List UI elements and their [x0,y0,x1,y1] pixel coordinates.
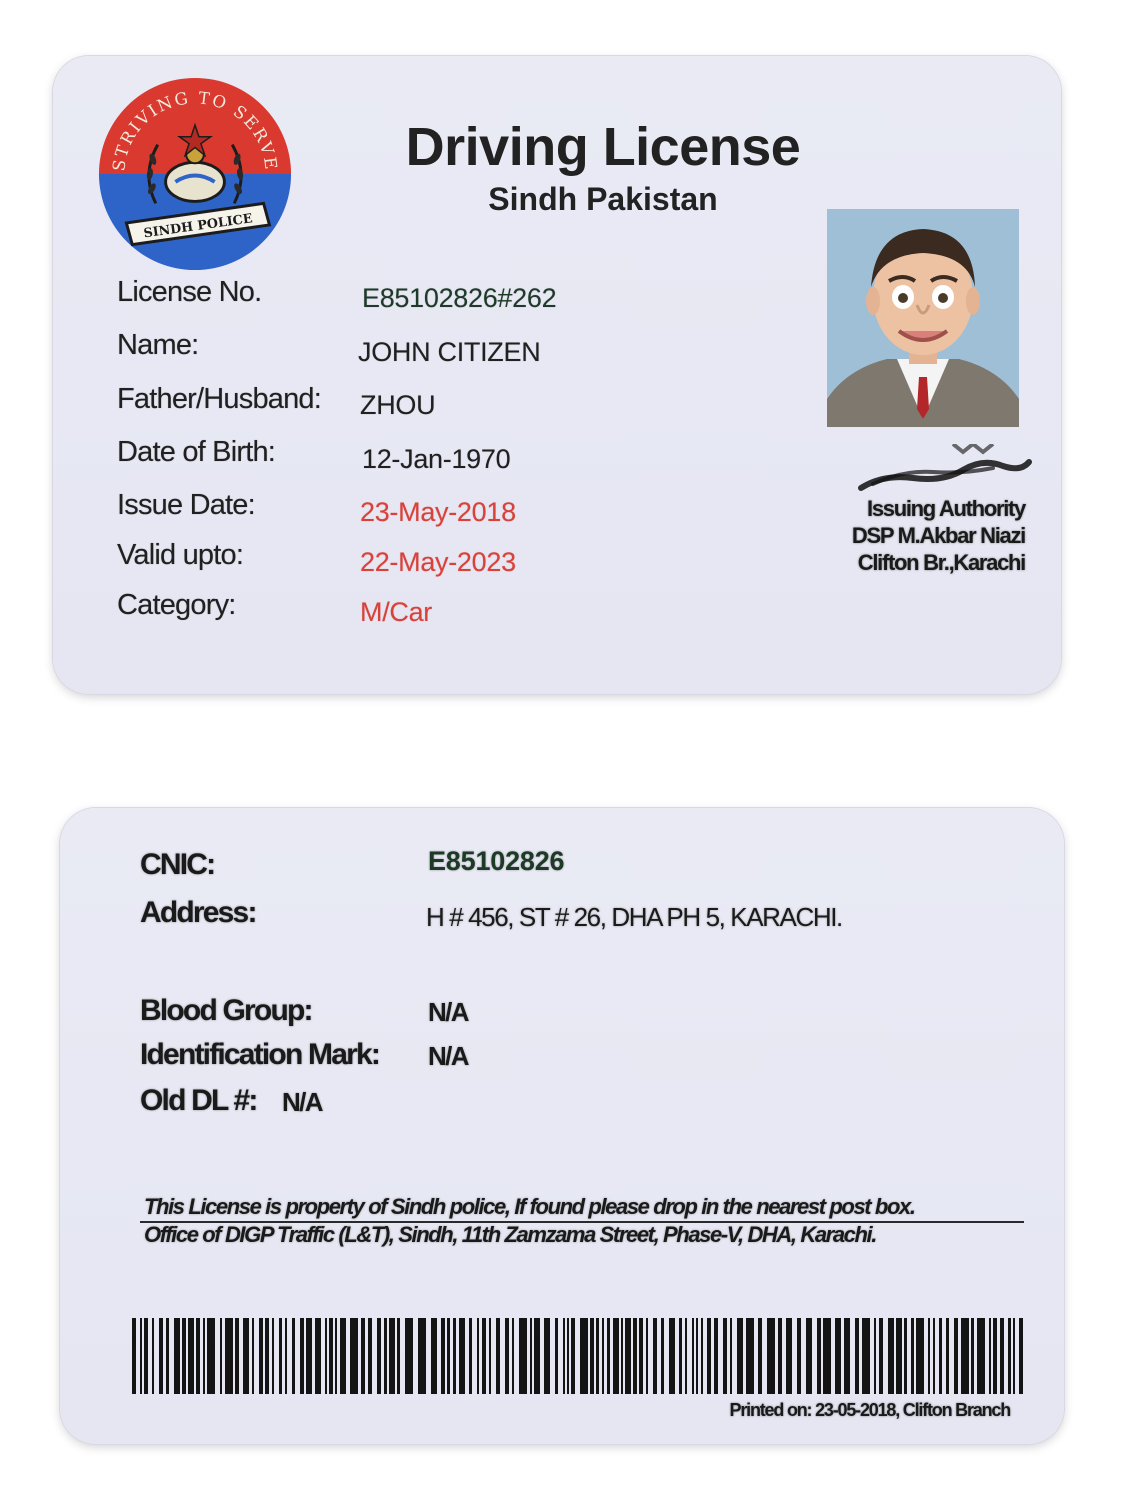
barcode-bar [817,1318,821,1394]
issuing-authority-name: DSP M.Akbar Niazi [851,523,1025,548]
cnic-value: E85102826 [428,846,565,876]
barcode-bar [459,1318,465,1394]
card-subtitle: Sindh Pakistan [488,181,718,217]
barcode-bar [1000,1318,1004,1394]
barcode-bar [292,1318,295,1394]
barcode-bar [602,1318,604,1394]
barcode-bar [505,1318,509,1394]
barcode-bar [723,1318,727,1394]
barcode-bar [737,1318,743,1394]
barcode-bar [243,1318,249,1394]
barcode-bar [707,1318,711,1394]
name-value: JOHN CITIZEN [358,337,541,367]
license-no-label: License No. [117,276,262,308]
barcode-bar [325,1318,327,1394]
barcode-bar [377,1318,381,1394]
license-back-card [60,808,1064,1444]
barcode-bar [916,1318,924,1394]
barcode-bar [633,1318,637,1394]
barcode-bar [946,1318,949,1394]
barcode-bar [1019,1318,1023,1394]
barcode-bar [453,1318,456,1394]
barcode-bar [596,1318,599,1394]
barcode-bar [571,1318,575,1394]
sindh-police-emblem [97,76,293,272]
barcode-bar [844,1318,850,1394]
barcode-bar [203,1318,205,1394]
address-value: H # 456, ST # 26, DHA PH 5, KARACHI. [426,902,842,932]
valid-upto-value: 22-May-2023 [360,547,516,577]
barcode-bar [384,1318,387,1394]
barcode-bar [469,1318,472,1394]
barcode-bar [1008,1318,1011,1394]
barcode-bar [855,1318,859,1394]
barcode-bar [252,1318,254,1394]
father-husband-value: ZHOU [360,390,436,420]
barcode-bar [971,1318,974,1394]
barcode-bar [928,1318,930,1394]
barcode-bar [977,1318,985,1394]
barcode-bar [174,1318,180,1394]
emblem-banner-text: SINDH POLICE [142,211,254,242]
category-label: Category: [117,589,236,621]
barcode-bar [166,1318,169,1394]
barcode-bar [874,1318,876,1394]
barcode-bar [646,1318,648,1394]
barcode-bar [806,1318,812,1394]
barcode-bar [405,1318,413,1394]
signature [853,444,1033,496]
barcode-bar [315,1318,321,1394]
barcode-bar [132,1318,136,1394]
barcode-bar [207,1318,215,1394]
barcode-bar [911,1318,914,1394]
barcode-bar [685,1318,687,1394]
barcode-bar [482,1318,486,1394]
license-no-value: E85102826#262 [362,283,557,313]
holder-photo [827,209,1019,427]
barcode-bar [441,1318,445,1394]
barcode-bar [933,1318,935,1394]
barcode-bar [786,1318,792,1394]
barcode-bar [778,1318,782,1394]
barcode-bar [653,1318,657,1394]
issuing-authority-branch: Clifton Br.,Karachi [857,550,1025,575]
barcode-bar [888,1318,894,1394]
barcode-bar [144,1318,148,1394]
emblem-ring-text: STRIVING TO SERVE [109,88,281,173]
barcode-bar [862,1318,870,1394]
barcode-bar [431,1318,437,1394]
barcode-bar [329,1318,333,1394]
barcode-bar [567,1318,569,1394]
barcode-bar [340,1318,346,1394]
barcode-bar [477,1318,479,1394]
barcode-bar [939,1318,942,1394]
barcode-bar [300,1318,304,1394]
barcode-bar [350,1318,358,1394]
barcode [132,1318,1028,1394]
barcode-bar [489,1318,491,1394]
barcode-bar [361,1318,365,1394]
barcode-bar [625,1318,631,1394]
identification-mark-label: Identification Mark: [140,1038,380,1071]
barcode-bar [954,1318,958,1394]
barcode-bar [152,1318,154,1394]
barcode-bar [730,1318,732,1394]
barcode-bar [220,1318,222,1394]
barcode-bar [519,1318,527,1394]
barcode-bar [279,1318,282,1394]
barcode-bar [879,1318,883,1394]
barcode-bar [767,1318,775,1394]
barcode-bar [235,1318,239,1394]
barcode-bar [555,1318,558,1394]
barcode-bar [512,1318,514,1394]
barcode-bar [159,1318,163,1394]
barcode-bar [904,1318,907,1394]
barcode-bar [835,1318,841,1394]
barcode-bar [746,1318,754,1394]
blood-group-value: N/A [428,997,468,1027]
barcode-bar [544,1318,550,1394]
barcode-bar [797,1318,801,1394]
barcode-bar [607,1318,610,1394]
issue-date-value: 23-May-2018 [360,497,516,527]
barcode-bar [530,1318,532,1394]
notice-line-2: Office of DIGP Traffic (L&T), Sindh, 11th Zamzama Street, Phase-V, DHA, Karachi. [144,1222,876,1247]
date-of-birth-label: Date of Birth: [117,436,276,468]
barcode-bar [182,1318,186,1394]
barcode-bar [692,1318,694,1394]
name-label: Name: [117,329,199,361]
barcode-bar [961,1318,969,1394]
barcode-bar [661,1318,664,1394]
barcode-bar [621,1318,623,1394]
barcode-bar [447,1318,450,1394]
barcode-bar [418,1318,426,1394]
category-value: M/Car [360,597,432,627]
barcode-bar [701,1318,703,1394]
barcode-bar [389,1318,395,1394]
issue-date-label: Issue Date: [117,489,255,521]
barcode-bar [679,1318,682,1394]
valid-upto-label: Valid upto: [117,539,244,571]
barcode-bar [590,1318,594,1394]
barcode-bar [259,1318,263,1394]
barcode-bar [989,1318,991,1394]
barcode-bar [669,1318,675,1394]
barcode-bar [225,1318,233,1394]
barcode-bar [272,1318,274,1394]
printed-on-text: Printed on: 23-05-2018, Clifton Branch [729,1400,1010,1420]
cnic-label: CNIC: [140,848,215,881]
old-dl-label: Old DL #: [140,1084,257,1117]
barcode-bar [563,1318,565,1394]
card-title: Driving License [405,117,801,177]
barcode-bar [335,1318,337,1394]
blood-group-label: Blood Group: [140,994,312,1027]
barcode-bar [196,1318,200,1394]
license-front-card [53,56,1061,694]
barcode-bar [896,1318,902,1394]
barcode-bar [368,1318,372,1394]
barcode-bar [993,1318,997,1394]
notice-line-1: This License is property of Sindh police, If found please drop in the nearest post box. [144,1194,915,1219]
identification-mark-value: N/A [428,1041,468,1071]
barcode-bar [758,1318,762,1394]
barcode-bar [1013,1318,1015,1394]
barcode-bar [580,1318,588,1394]
barcode-bar [265,1318,269,1394]
barcode-bar [140,1318,142,1394]
barcode-bar [613,1318,619,1394]
old-dl-value: N/A [282,1087,322,1117]
barcode-bar [397,1318,400,1394]
barcode-bar [188,1318,194,1394]
date-of-birth-value: 12-Jan-1970 [362,444,511,474]
address-label: Address: [140,896,256,929]
barcode-bar [285,1318,287,1394]
barcode-bar [823,1318,831,1394]
barcode-bar [496,1318,500,1394]
barcode-bar [306,1318,312,1394]
barcode-bar [696,1318,698,1394]
barcode-bar [534,1318,540,1394]
father-husband-label: Father/Husband: [117,383,322,415]
issuing-authority-line: Issuing Authority [867,496,1025,521]
barcode-bar [714,1318,718,1394]
barcode-bar [639,1318,643,1394]
